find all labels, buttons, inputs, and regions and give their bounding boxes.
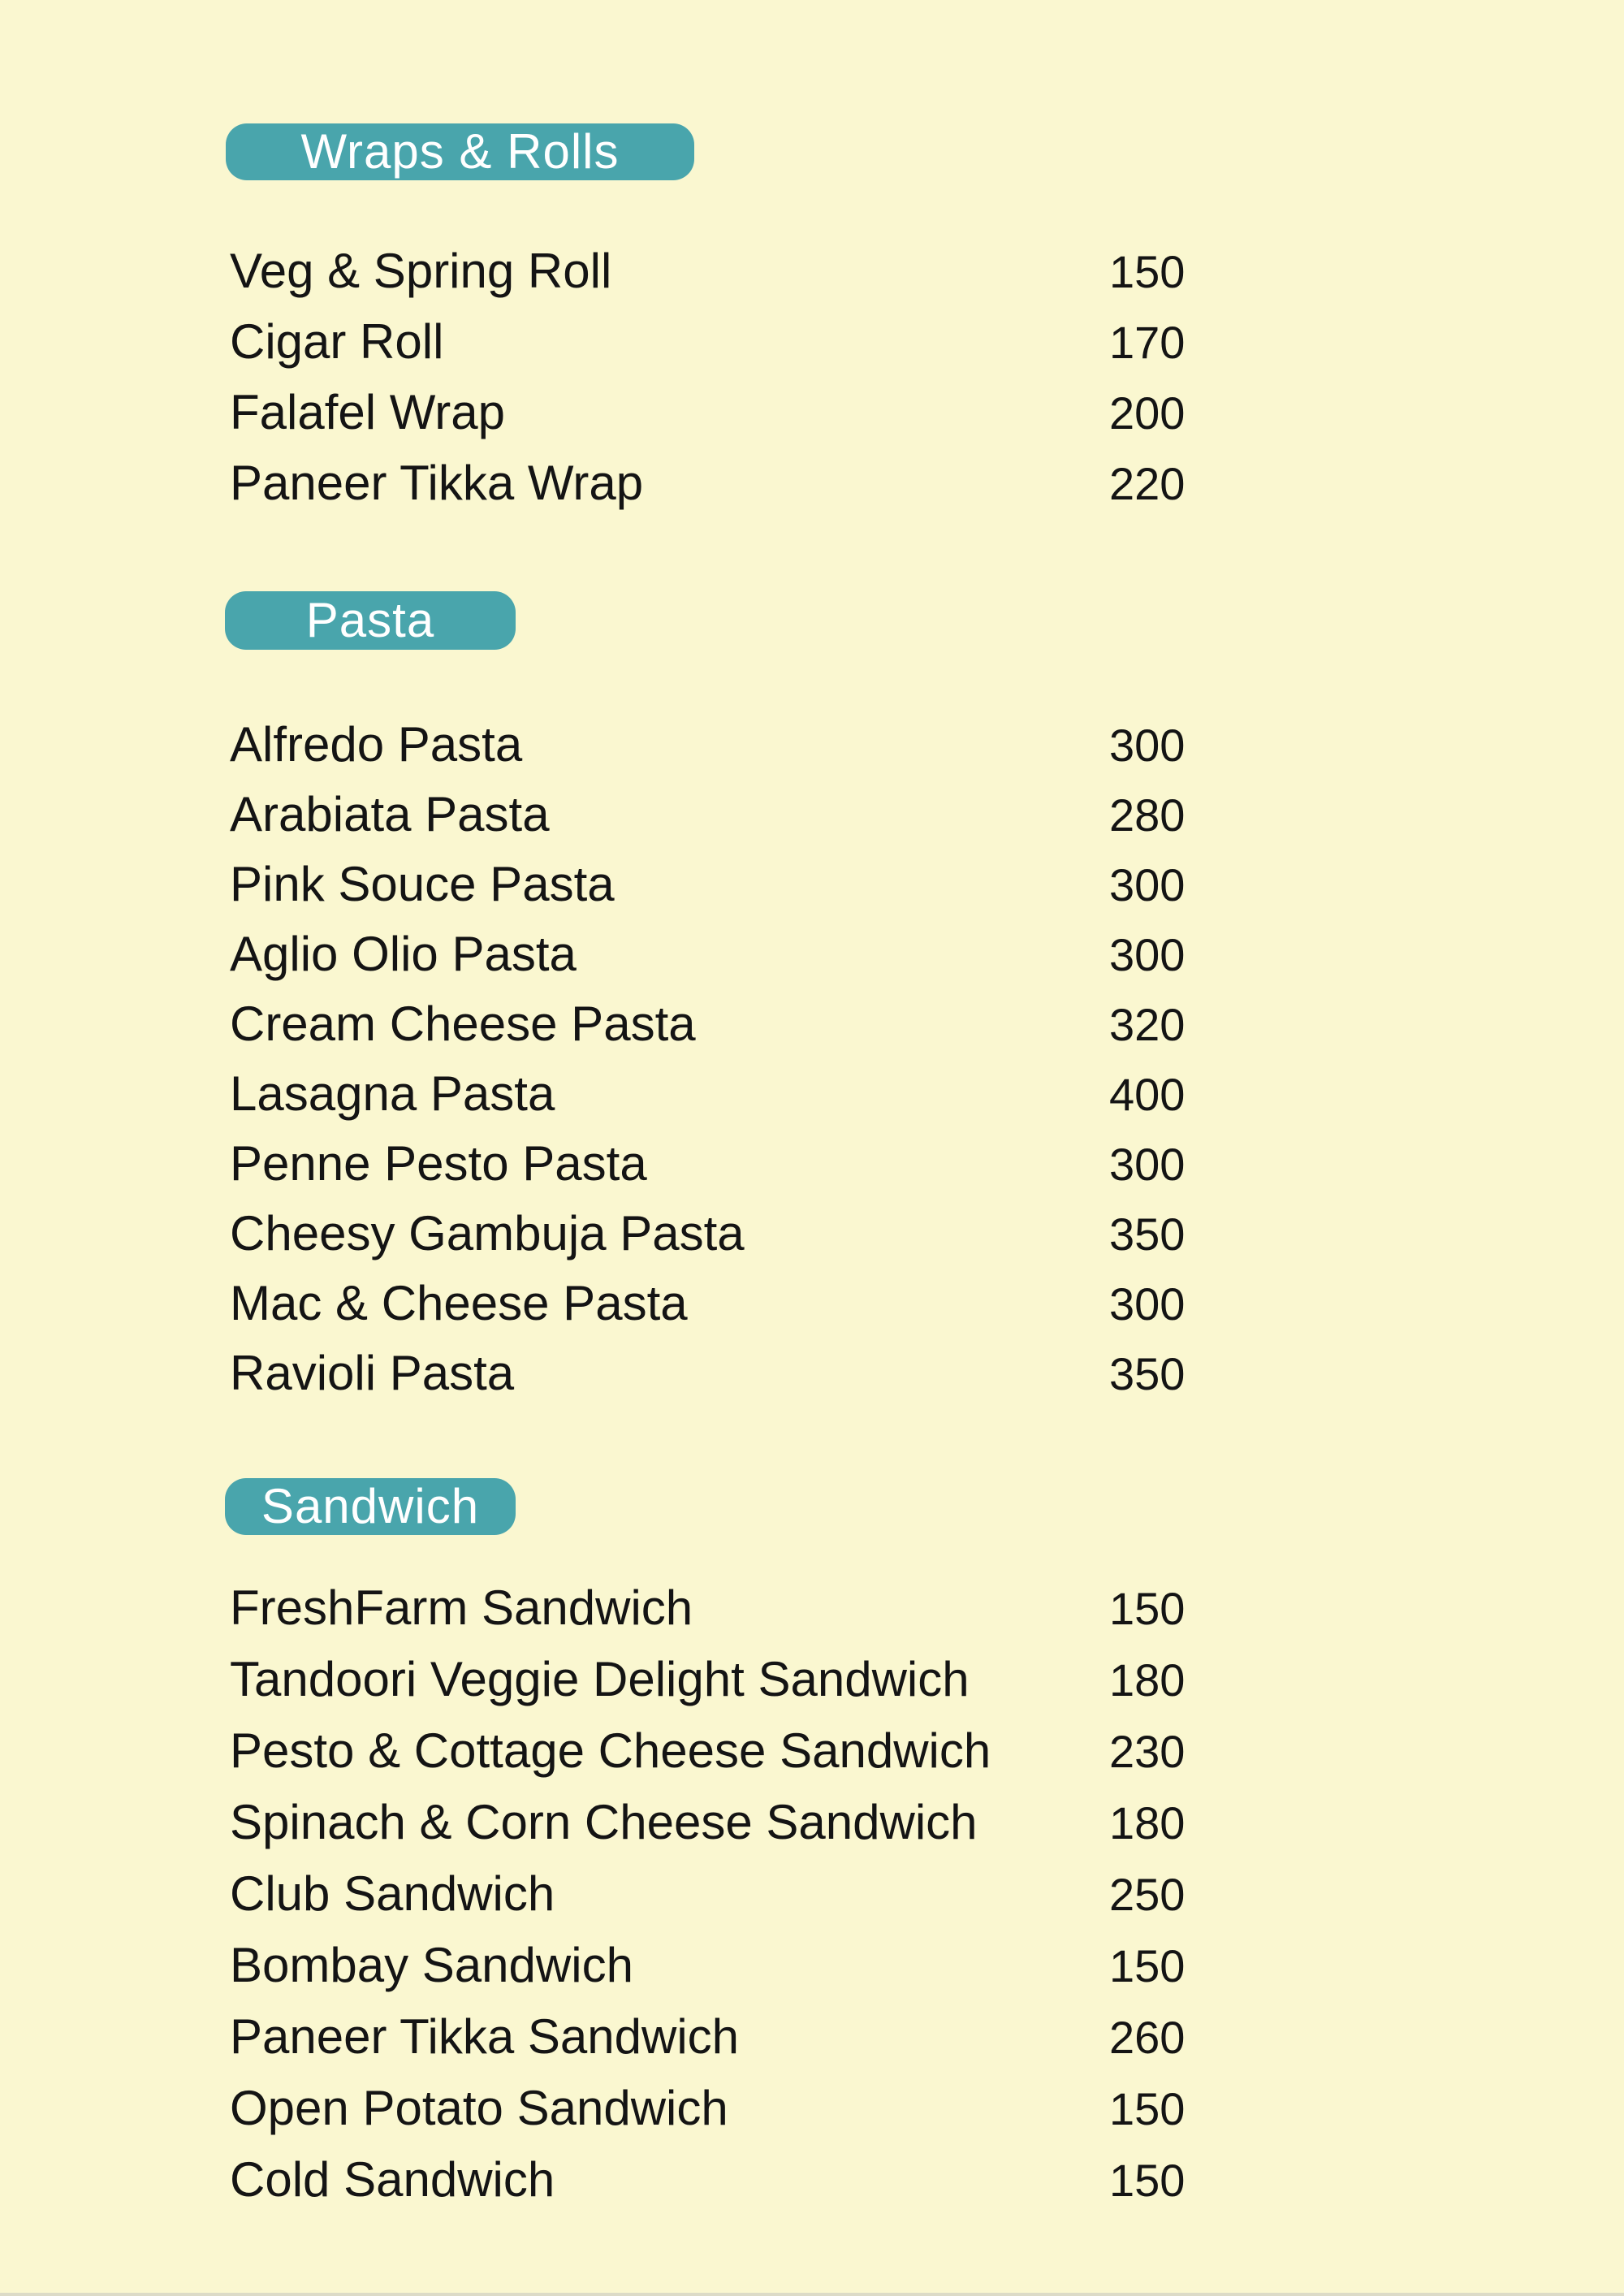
menu-item-row: [0, 2152, 1624, 2214]
menu-item-name: Spinach & Corn Cheese Sandwich: [230, 1795, 978, 1849]
menu-item-price: 300: [1109, 1278, 1186, 1330]
section-header-pasta: [225, 591, 516, 650]
menu-item-price: 350: [1109, 1348, 1186, 1399]
menu-item-price: 350: [1109, 1209, 1186, 1260]
menu-item-row: [0, 857, 1624, 919]
menu-item-row: [0, 1938, 1624, 2000]
menu-item-name: Veg & Spring Roll: [230, 244, 612, 298]
menu-item-row: [0, 927, 1624, 988]
menu-item-row: [0, 2009, 1624, 2071]
menu-item-price: 170: [1109, 317, 1186, 368]
menu-item-name: Pink Souce Pasta: [230, 857, 615, 911]
menu-item-name: Lasagna Pasta: [230, 1066, 555, 1121]
menu-item-price: 200: [1109, 387, 1186, 439]
menu-item-price: 180: [1109, 1654, 1186, 1706]
menu-item-price: 150: [1109, 1583, 1186, 1634]
section-title: Wraps & Rolls: [300, 124, 620, 179]
menu-item-price: 320: [1109, 999, 1186, 1050]
section-header-sandwich: [225, 1478, 516, 1535]
menu-item-row: [0, 244, 1624, 305]
menu-item-row: [0, 1795, 1624, 1857]
menu-item-price: 150: [1109, 2155, 1186, 2206]
menu-item-price: 250: [1109, 1869, 1186, 1920]
menu-item-name: Penne Pesto Pasta: [230, 1136, 647, 1191]
menu-item-price: 150: [1109, 1940, 1186, 1991]
menu-item-row: [0, 314, 1624, 376]
section-title: Pasta: [305, 593, 435, 647]
menu-item-row: [0, 1580, 1624, 1642]
menu-item-price: 400: [1109, 1069, 1186, 1120]
menu-item-row: [0, 1136, 1624, 1198]
menu-item-price: 180: [1109, 1797, 1186, 1848]
menu-item-row: [0, 1652, 1624, 1714]
menu-item-price: 280: [1109, 789, 1186, 841]
menu-item-name: Cold Sandwich: [230, 2152, 555, 2207]
menu-item-row: [0, 1066, 1624, 1128]
menu-item-name: Falafel Wrap: [230, 385, 506, 439]
menu-item-row: [0, 997, 1624, 1058]
page-bottom-edge: [0, 2293, 1624, 2296]
menu-item-name: Ravioli Pasta: [230, 1346, 515, 1400]
menu-item-price: 150: [1109, 246, 1186, 297]
menu-item-row: [0, 385, 1624, 447]
menu-item-name: Cream Cheese Pasta: [230, 997, 696, 1051]
menu-item-row: [0, 1346, 1624, 1407]
menu-item-row: [0, 2081, 1624, 2143]
menu-item-row: [0, 1723, 1624, 1785]
menu-item-name: Cigar Roll: [230, 314, 444, 369]
menu-item-name: Tandoori Veggie Delight Sandwich: [230, 1652, 970, 1706]
menu-item-price: 300: [1109, 1139, 1186, 1190]
menu-item-price: 300: [1109, 720, 1186, 771]
menu-item-name: FreshFarm Sandwich: [230, 1580, 693, 1635]
menu-item-name: Paneer Tikka Sandwich: [230, 2009, 740, 2064]
menu-item-row: [0, 787, 1624, 849]
menu-item-name: Mac & Cheese Pasta: [230, 1276, 688, 1330]
menu-item-price: 150: [1109, 2083, 1186, 2134]
menu-item-name: Alfredo Pasta: [230, 717, 523, 772]
menu-item-name: Pesto & Cottage Cheese Sandwich: [230, 1723, 991, 1778]
section-title: Sandwich: [261, 1479, 480, 1533]
menu-item-price: 220: [1109, 458, 1186, 509]
section-header-wraps-rolls: [226, 123, 694, 180]
menu-item-name: Open Potato Sandwich: [230, 2081, 728, 2135]
menu-item-price: 260: [1109, 2012, 1186, 2063]
menu-item-name: Paneer Tikka Wrap: [230, 456, 644, 510]
menu-item-name: Club Sandwich: [230, 1866, 555, 1921]
menu-item-name: Arabiata Pasta: [230, 787, 550, 841]
menu-item-row: [0, 456, 1624, 517]
menu-item-price: 300: [1109, 859, 1186, 910]
menu-item-price: 230: [1109, 1726, 1186, 1777]
menu-item-name: Bombay Sandwich: [230, 1938, 633, 1992]
menu-item-row: [0, 1276, 1624, 1338]
menu-item-row: [0, 717, 1624, 779]
menu-item-price: 300: [1109, 929, 1186, 980]
menu-item-name: Cheesy Gambuja Pasta: [230, 1206, 745, 1260]
menu-item-row: [0, 1866, 1624, 1928]
menu-item-row: [0, 1206, 1624, 1268]
menu-item-name: Aglio Olio Pasta: [230, 927, 577, 981]
